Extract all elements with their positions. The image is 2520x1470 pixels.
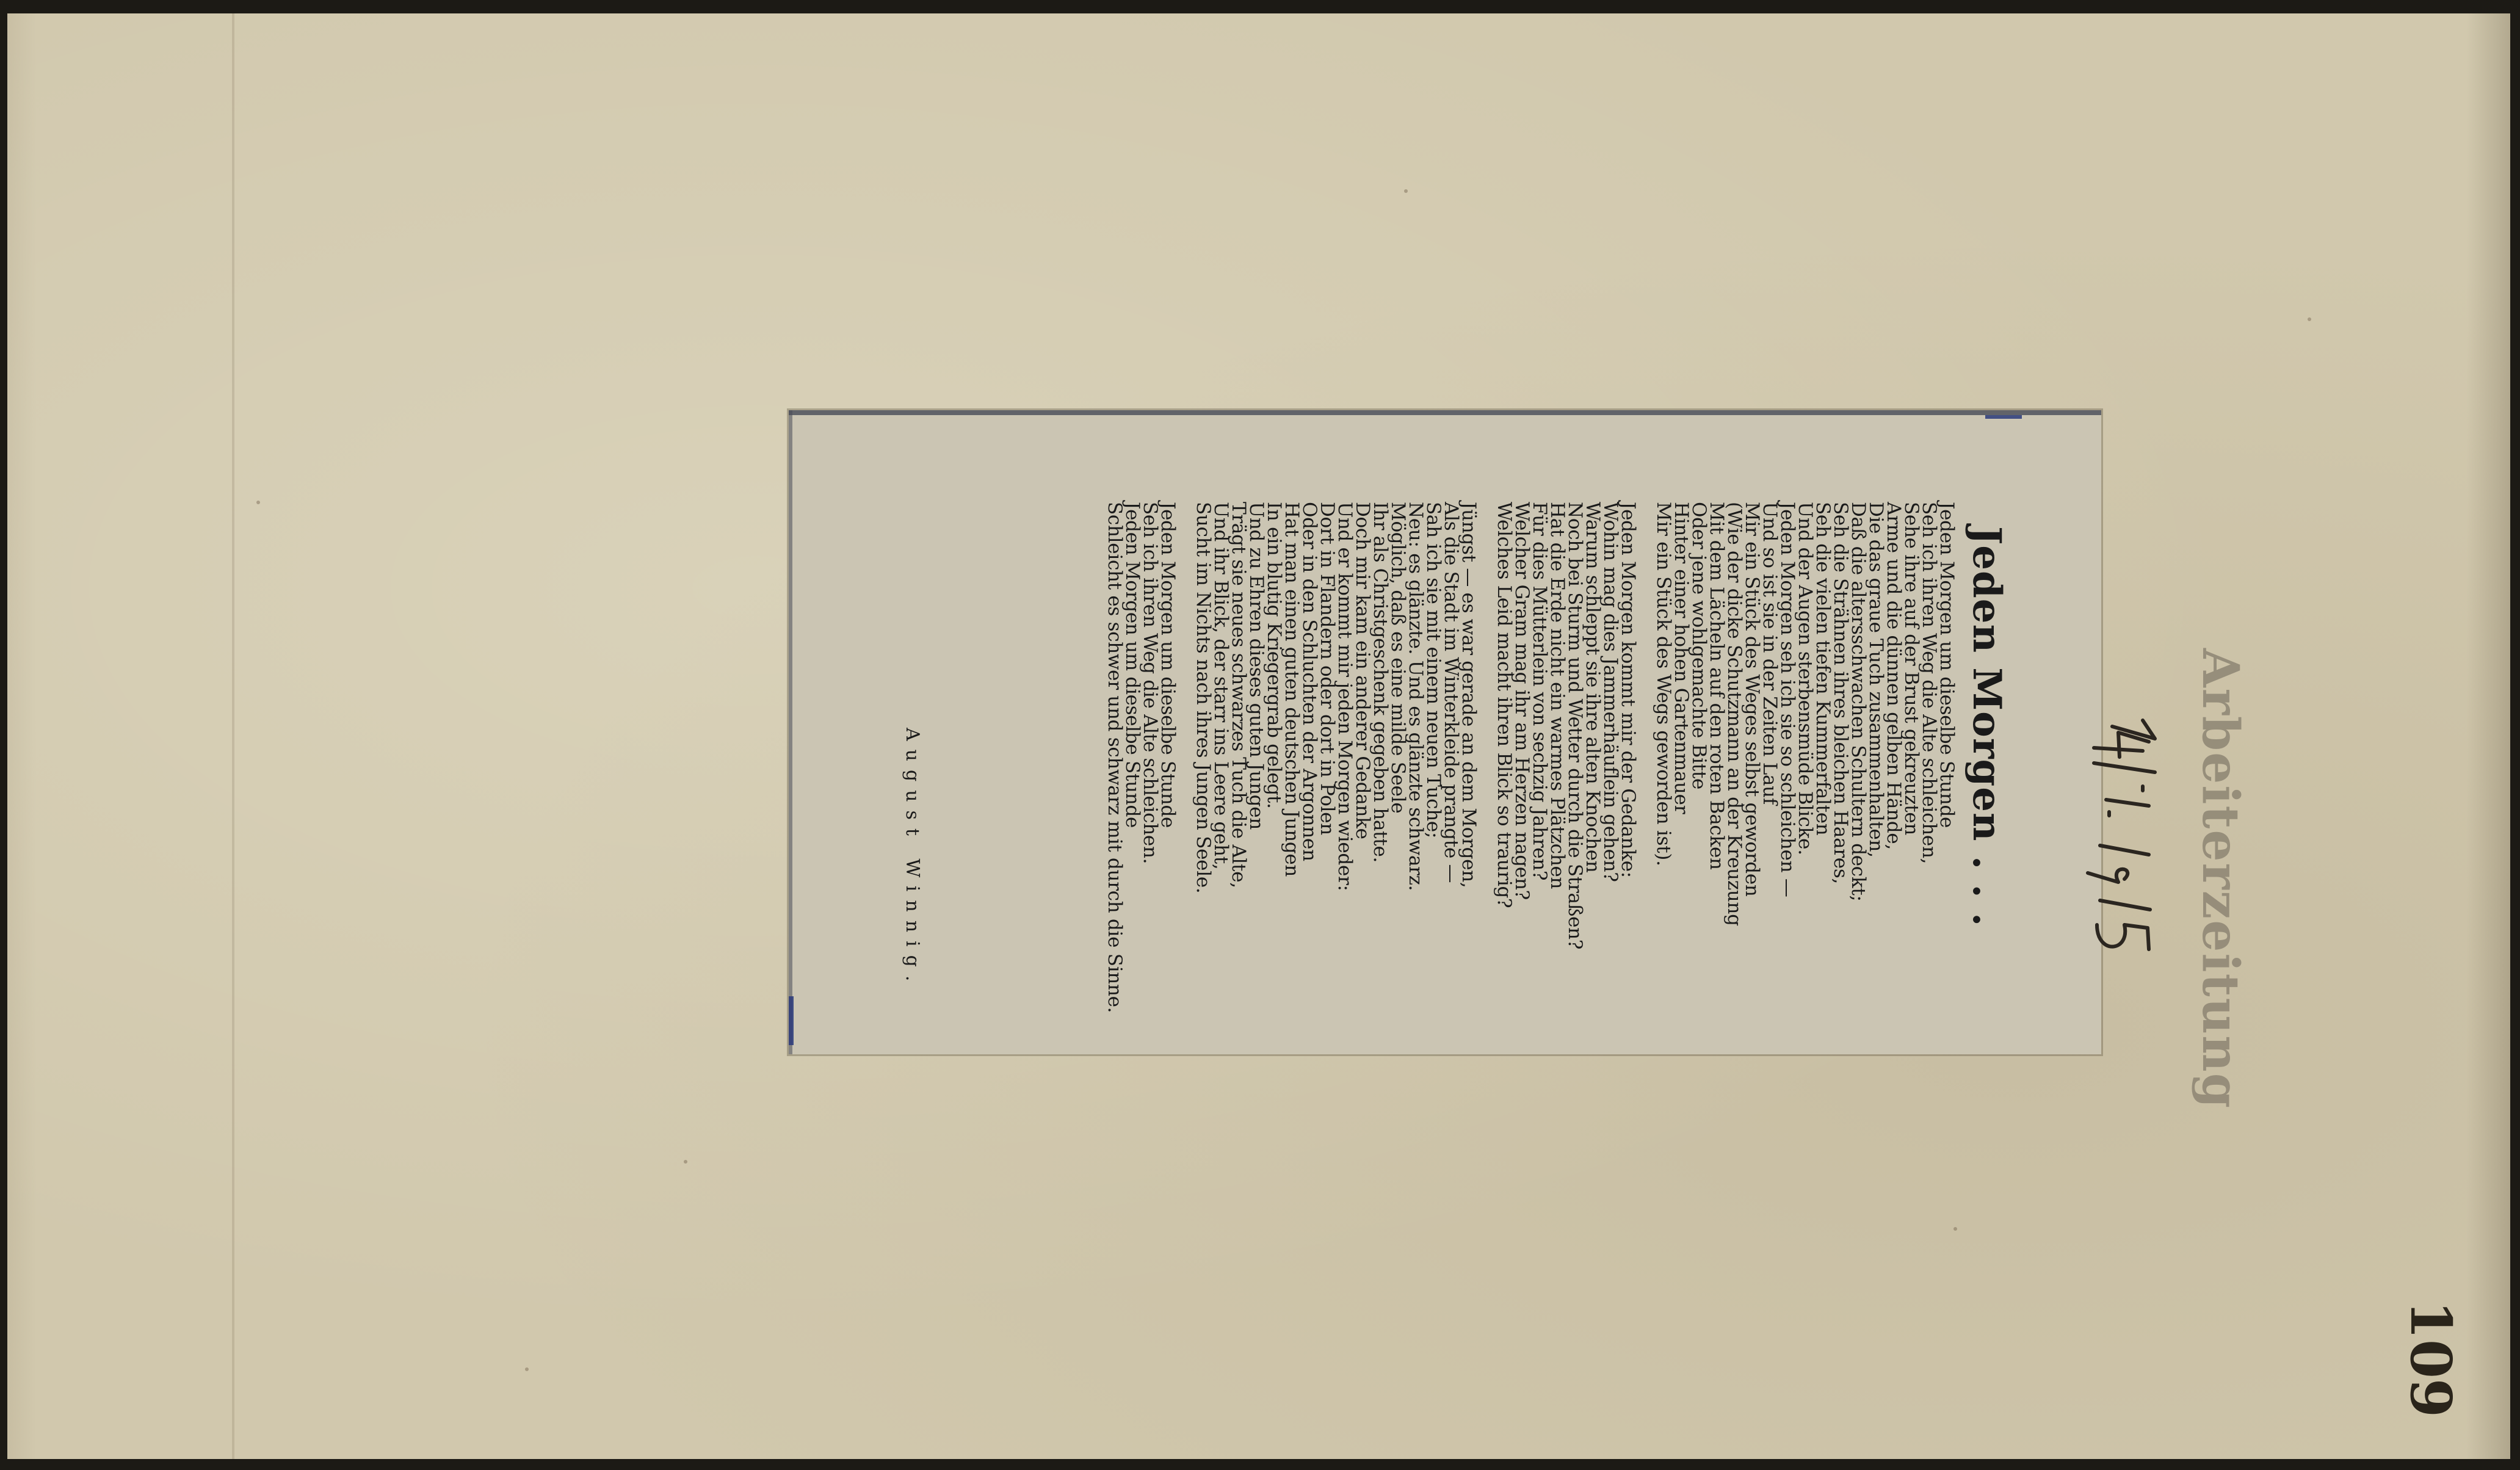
poem-line: Möglich, daß es eine milde Seele bbox=[1387, 502, 1409, 814]
poem-line: Welcher Gram mag ihr am Herzen nagen? bbox=[1511, 502, 1533, 900]
handwritten-date-drawing bbox=[2082, 714, 2167, 1056]
ink-mark bbox=[789, 996, 794, 1045]
poem-line: Ihr als Christgeschenk gegeben hatte. bbox=[1369, 502, 1391, 863]
poem-line: Sehe ihre auf der Brust gekreuzten bbox=[1900, 502, 1922, 836]
poem-column bbox=[789, 410, 2101, 1054]
poem-line: Und so ist sie in der Zeiten Lauf bbox=[1759, 502, 1781, 805]
paper-speck bbox=[256, 501, 260, 504]
poem-line: Hat man einen guten deutschen Jungen bbox=[1281, 502, 1303, 877]
poem-author: August Winnig. bbox=[902, 728, 923, 990]
newspaper-clipping bbox=[789, 410, 2101, 1054]
poem-body bbox=[1104, 502, 1958, 1030]
poem-title: Jeden Morgen . . . bbox=[1964, 526, 2010, 927]
poem-line: Sucht im Nichts nach ihres Jungen Seele. bbox=[1192, 502, 1214, 894]
poem-line: (Wie der dicke Schutzmann an der Kreuzung bbox=[1723, 502, 1745, 926]
poem-line: Und er kommt mir jeden Morgen wieder: bbox=[1334, 502, 1356, 891]
poem-line: Wohin mag dies Jammerhäuflein gehen? bbox=[1599, 502, 1621, 882]
paper-speck bbox=[1953, 1227, 1957, 1231]
poem-line: Warum schleppt sie ihre alten Knochen bbox=[1582, 502, 1604, 873]
poem-line: Noch bei Sturm und Wetter durch die Straßen? bbox=[1564, 502, 1586, 950]
poem-line: Die das graue Tuch zusammenhalten, bbox=[1865, 502, 1887, 858]
poem-line: Oder in den Schluchten der Argonnen bbox=[1298, 502, 1320, 861]
poem-line: Schleicht es schwer und schwarz mit durch die Sinne. bbox=[1104, 502, 1126, 1013]
folio-number: 109 bbox=[2398, 1300, 2464, 1418]
poem-line: Dort in Flandern oder dort in Polen bbox=[1316, 502, 1338, 835]
scan-border-top bbox=[0, 0, 2520, 13]
paper-speck bbox=[2308, 317, 2311, 321]
newspaper-name-stamp: Arbeiterzeitung bbox=[2191, 648, 2250, 1110]
handwritten-date bbox=[2082, 714, 2167, 1056]
poem-line: Und ihr Blick, der starr ins Leere geht, bbox=[1210, 502, 1232, 870]
poem-stanza bbox=[1192, 502, 1480, 1030]
poem-line: Mir ein Stück des Weges selbst geworden bbox=[1741, 502, 1763, 897]
poem-line: Jeden Morgen kommt mir der Gedanke: bbox=[1617, 502, 1639, 878]
poem-line: Trägt sie neues schwarzes Tuch die Alte, bbox=[1228, 502, 1250, 888]
poem-line: Und zu Ehren dieses guten Jungen bbox=[1245, 502, 1267, 830]
paper-speck bbox=[525, 1367, 529, 1371]
poem-line: Hinter einer hohen Gartenmauer bbox=[1670, 502, 1692, 814]
paper-speck bbox=[684, 1160, 687, 1164]
scan-border-left bbox=[0, 0, 7, 1470]
poem-line: Mit dem Lächeln auf den roten Backen bbox=[1706, 502, 1728, 870]
poem-line: Für dies Mütterlein von sechzig Jahren? bbox=[1529, 502, 1551, 881]
poem-line: Hat die Erde nicht ein warmes Plätzchen bbox=[1546, 502, 1568, 889]
poem-line: Seh ich ihren Weg die Alte schleichen. bbox=[1139, 502, 1161, 864]
poem-line: Seh ich ihren Weg die Alte schleichen, bbox=[1918, 502, 1940, 864]
scan-border-bottom bbox=[0, 1459, 2520, 1470]
poem-line: Seh die vielen tiefen Kummerfalten bbox=[1812, 502, 1834, 836]
poem-stanza bbox=[1104, 502, 1179, 1030]
poem-line: Seh die Strähnen ihres bleichen Haares, bbox=[1830, 502, 1852, 884]
poem-line: Neu: es glänzte. Und es glänzte schwarz. bbox=[1405, 502, 1427, 891]
paper-fold bbox=[232, 13, 234, 1459]
poem-line: Jeden Morgen um dieselbe Stunde bbox=[1936, 502, 1958, 828]
poem-line: Welches Leid macht ihren Blick so traurig? bbox=[1493, 502, 1515, 908]
scan-border-right bbox=[2510, 0, 2520, 1470]
poem-line: Jeden Morgen um dieselbe Stunde bbox=[1121, 502, 1143, 828]
poem-line: Doch mir kam ein anderer Gedanke bbox=[1352, 502, 1374, 839]
poem-line: Arme und die dünnen gelben Hände, bbox=[1883, 502, 1905, 850]
poem-line: Jeden Morgen seh ich sie so schleichen — bbox=[1776, 502, 1798, 897]
paper-speck bbox=[1404, 189, 1408, 193]
poem-line: Sah ich sie mit einem neuen Tuche; bbox=[1422, 502, 1444, 839]
poem-line: In ein blutig Kriegergrab gelegt. bbox=[1263, 502, 1285, 809]
poem-line: Jeden Morgen um dieselbe Stunde bbox=[1157, 502, 1179, 828]
poem-line: Mir ein Stück des Wegs geworden ist). bbox=[1653, 502, 1675, 866]
poem-line: Jüngst — es war gerade an dem Morgen, bbox=[1458, 502, 1480, 888]
poem-line: Als die Stadt im Winterkleide prangte — bbox=[1440, 502, 1462, 883]
poem-line: Und der Augen sterbensmüde Blicke. bbox=[1794, 502, 1816, 855]
poem-stanza bbox=[1495, 502, 1637, 1030]
ink-mark bbox=[1985, 415, 2022, 419]
poem-line: Oder jene wohlgemachte Bitte bbox=[1688, 502, 1710, 790]
poem-stanza bbox=[1653, 502, 1958, 1030]
poem-line: Daß die altersschwachen Schultern deckt; bbox=[1847, 502, 1869, 902]
